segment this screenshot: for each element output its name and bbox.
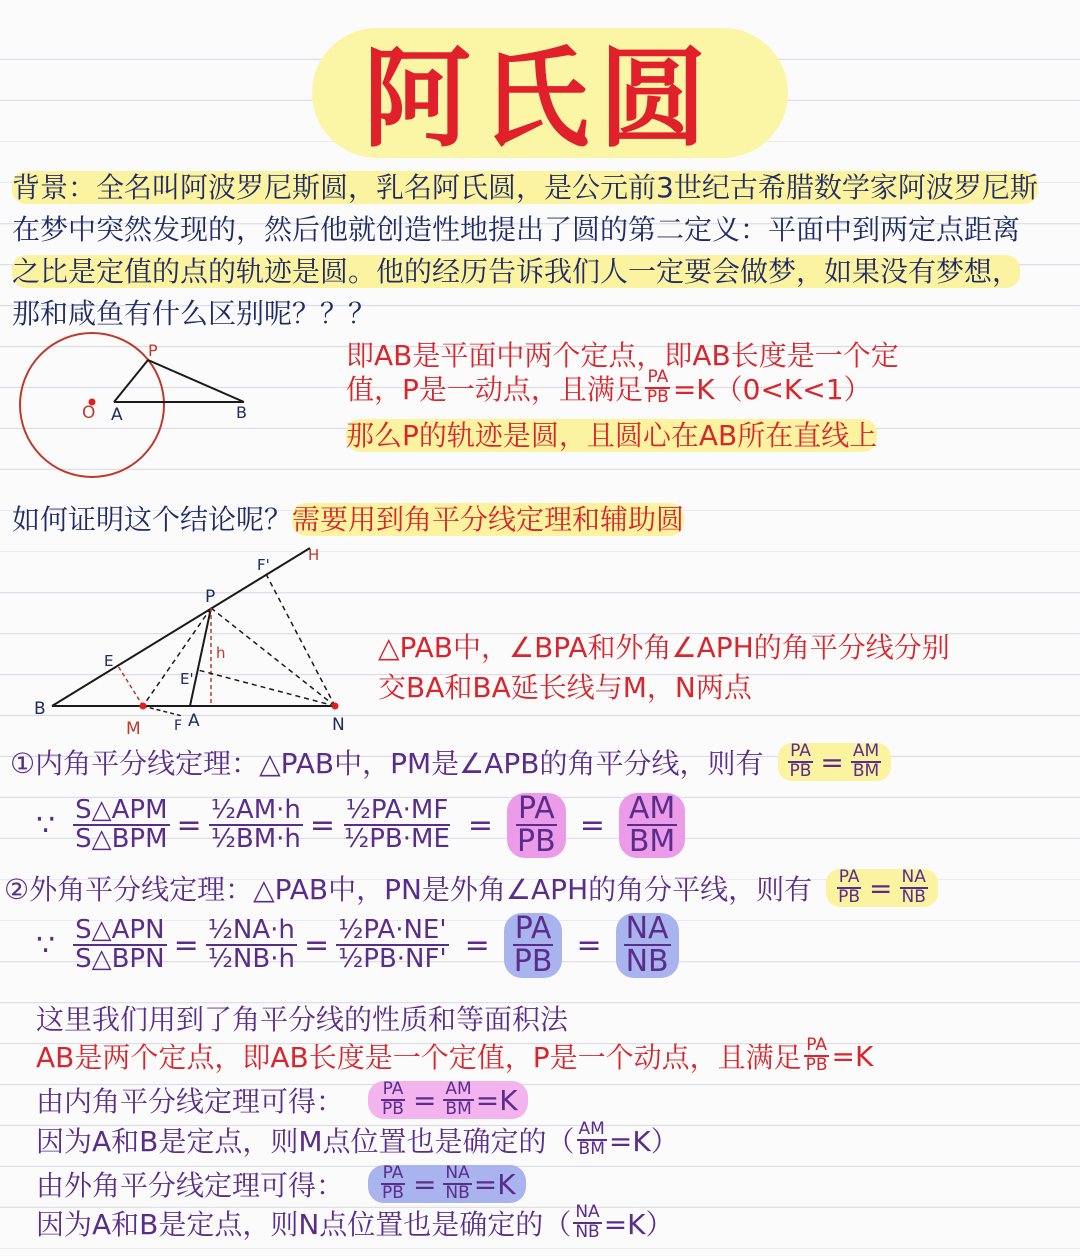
label-h-height: h bbox=[216, 644, 226, 662]
theorem1-highlight-pa-pb: $\frac{PA}{PB}$ bbox=[507, 793, 566, 858]
theorem1-ratio: $\frac{PA}{PB}$ = $\frac{AM}{BM}$ bbox=[778, 743, 892, 781]
theorem2-proof: ∵ $\frac{\text{S△APN}}{\text{S△BPN}}$ = $\frac{\text{½NA·h}}{\text{½NB·h}}$ = $\frac{\text{½PA·NE'}}{\text{½PB·NF'}}$ = $\frac{PA}{PB}$ = $\frac{NA}{NB}$ bbox=[36, 908, 679, 982]
intro-line-1: 背景：全名叫阿波罗尼斯圆，乳名阿氏圆，是公元前3世纪古希腊数学家阿波罗尼斯 bbox=[12, 171, 1038, 204]
summary-line-1: 这里我们用到了角平分线的性质和等面积法 bbox=[36, 1003, 569, 1036]
segment-ap bbox=[114, 360, 148, 402]
theorem2-highlight-na-nb: $\frac{NA}{NB}$ bbox=[616, 913, 679, 978]
summary-line-6: 因为A和B是定点，则N点位置也是确定的（ $\frac{NA}{NB}$ =K） bbox=[36, 1202, 674, 1242]
perp-mf bbox=[143, 706, 182, 716]
intro-line-3: 之比是定值的点的轨迹是圆。他的经历告诉我们人一定要会做梦，如果没有梦想， bbox=[12, 255, 1021, 288]
label-p: P bbox=[148, 341, 158, 360]
label-b2: B bbox=[34, 699, 46, 719]
ratio-pa-pb: $\frac{PA}{PB}$ bbox=[646, 367, 669, 407]
page-title: 阿氏圆 bbox=[362, 36, 717, 162]
theorem2-ratio: $\frac{PA}{PB}$ = $\frac{NA}{NB}$ bbox=[826, 869, 938, 907]
label-a: A bbox=[111, 405, 123, 425]
label-f: F bbox=[174, 718, 183, 734]
label-h: H bbox=[308, 546, 320, 564]
label-f1: F' bbox=[257, 556, 270, 574]
theorem1-highlight-am-bm: $\frac{AM}{BM}$ bbox=[619, 793, 685, 858]
figure-apollonius-circle bbox=[10, 330, 270, 490]
label-b: B bbox=[236, 403, 247, 422]
definition-line-1: 即AB是平面中两个定点，即AB长度是一个定 bbox=[346, 339, 899, 372]
label-a2: A bbox=[188, 711, 200, 731]
bisector-pn bbox=[211, 608, 335, 706]
theorem1-proof: ∵ $\frac{\text{S△APM}}{\text{S△BPM}}$ = $\frac{\text{½AM·h}}{\text{½BM·h}}$ = $\frac{\text{½PA·MF}}{\text{½PB·ME}}$ = $\frac{PA}{PB}$ = $\frac{AM}{BM}$ bbox=[36, 788, 685, 862]
point-n bbox=[332, 703, 339, 710]
proof-question: 如何证明这个结论呢？需要用到角平分线定理和辅助圆 bbox=[12, 503, 685, 536]
theorem2-highlight-pa-pb: $\frac{PA}{PB}$ bbox=[504, 913, 563, 978]
summary-line-3: 由内角平分线定理可得： $\frac{PA}{PB}$ = $\frac{AM}{BM}$ =K bbox=[36, 1080, 528, 1120]
intro-line-4: 那和咸鱼有什么区别呢？？？ bbox=[12, 297, 377, 330]
perp-nf1 bbox=[266, 574, 335, 706]
summary-inner-bisector-result: $\frac{PA}{PB}$ = $\frac{AM}{BM}$ =K bbox=[368, 1081, 528, 1119]
figure-angle-bisectors bbox=[30, 538, 360, 738]
theorem1-statement: ①内角平分线定理：△PAB中，PM是∠APB的角平分线，则有 $\frac{PA}{PB}$ = $\frac{AM}{BM}$ bbox=[10, 742, 891, 782]
definition-line-3: 那么P的轨迹是圆，且圆心在AB所在直线上 bbox=[346, 419, 878, 452]
label-p2: P bbox=[205, 587, 216, 607]
summary-line-2: AB是两个定点，即AB长度是一个定值，P是一个动点，且满足 $\frac{PA}{PB}$ =K bbox=[36, 1035, 874, 1075]
point-m bbox=[140, 703, 147, 710]
label-o: O bbox=[82, 403, 96, 423]
perp-me bbox=[118, 666, 143, 706]
figure2-desc-line-1: △PAB中，∠BPA和外角∠APH的角平分线分别 bbox=[378, 631, 950, 664]
summary-line-4: 因为A和B是定点，则M点位置也是确定的（ $\frac{AM}{BM}$ =K） bbox=[36, 1119, 679, 1159]
label-m: M bbox=[126, 719, 141, 738]
definition-line-2: 值，P是一动点，且满足 $\frac{PA}{PB}$ =K（0<K<1） bbox=[346, 367, 872, 407]
summary-line-5: 由外角平分线定理可得： $\frac{PA}{PB}$ = $\frac{NA}{NB}$ =K bbox=[36, 1164, 526, 1204]
intro-line-2: 在梦中突然发现的，然后他就创造性地提出了圆的第二定义：平面中到两定点距离 bbox=[12, 213, 1021, 246]
label-e1: E' bbox=[180, 670, 194, 688]
perp-ne1 bbox=[198, 670, 335, 706]
theorem2-statement: ②外角平分线定理：△PAB中，PN是外角∠APH的角分平线，则有 $\frac{PA}{PB}$ = $\frac{NA}{NB}$ bbox=[4, 866, 938, 910]
figure2-desc-line-2: 交BA和BA延长线与M，N两点 bbox=[378, 671, 752, 704]
label-n: N bbox=[332, 715, 345, 735]
label-e: E bbox=[104, 652, 114, 670]
summary-outer-bisector-result: $\frac{PA}{PB}$ = $\frac{NA}{NB}$ =K bbox=[368, 1165, 526, 1203]
